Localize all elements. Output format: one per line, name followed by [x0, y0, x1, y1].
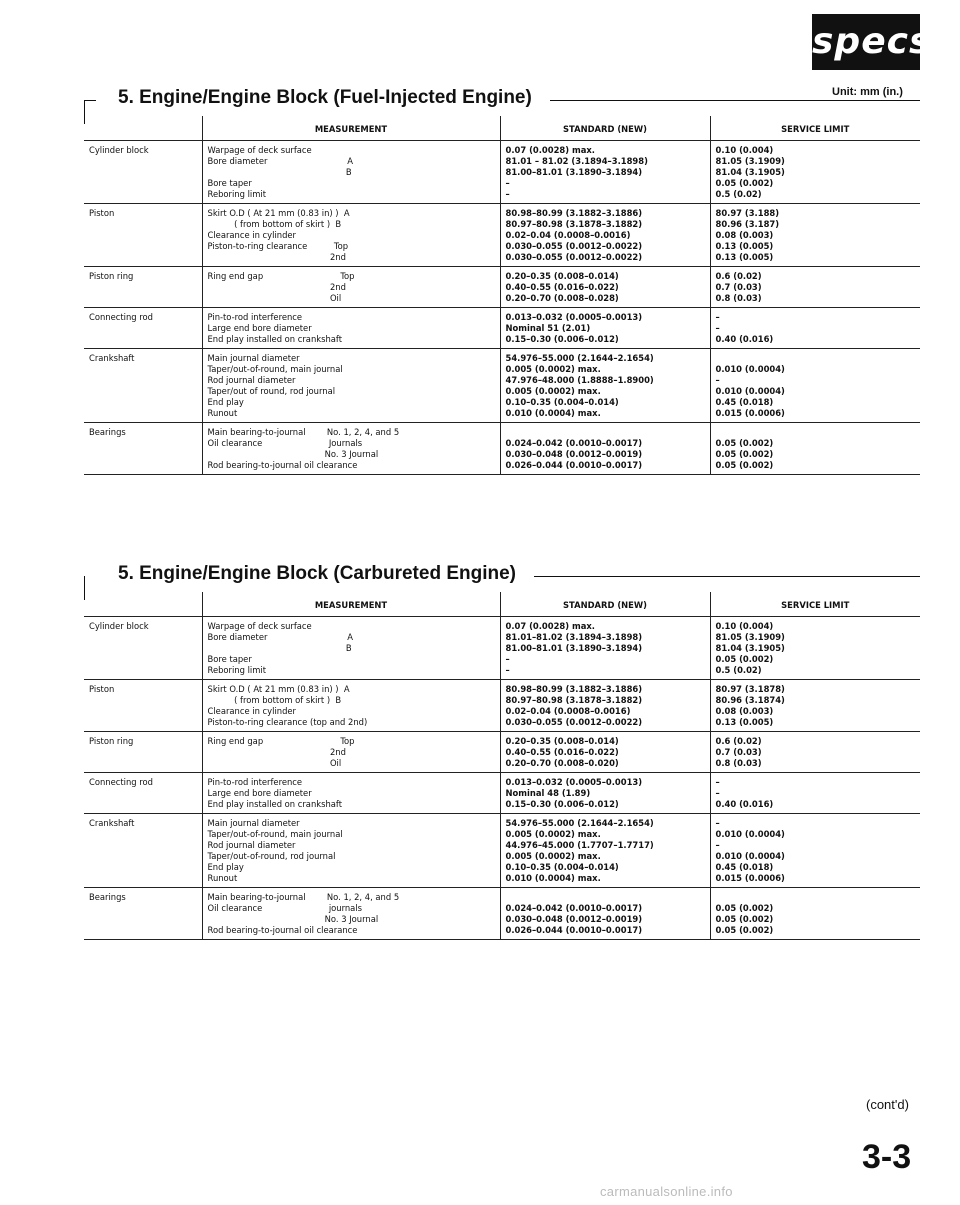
measurement-cell — [202, 888, 500, 940]
service-limit-cell — [710, 617, 920, 680]
standard-value-cell-text: 54.976–55.000 (2.1644–2.1654) 0.005 (0.0002) max. 44.976–45.000 (1.7707–1.7717) 0.005 (0.0002) max. 0.10–0.35 (0.004–0.014) 0.010 (0.0004) max. — [505, 818, 654, 883]
service-limit-cell — [710, 732, 920, 773]
header-measurement: MEASUREMENT — [202, 116, 500, 141]
service-limit-cell-text: 0.6 (0.02) 0.7 (0.03) 0.8 (0.03) — [715, 736, 762, 768]
standard-value-cell — [500, 141, 710, 204]
row-label-text: Piston — [89, 684, 115, 694]
standard-value-cell-text: 0.20–0.35 (0.008–0.014) 0.40–0.55 (0.016–0.022) 0.20–0.70 (0.008–0.020) — [505, 736, 619, 768]
standard-value-cell-text: 0.07 (0.0028) max. 81.01 – 81.02 (3.1894–3.1898) 81.00–81.01 (3.1890–3.1894) – – — [505, 145, 648, 199]
measurement-cell — [202, 204, 500, 267]
spec-table-fuel-injected — [84, 116, 920, 475]
table-row — [84, 732, 920, 773]
measurement-cell — [202, 680, 500, 732]
measurement-cell-text: Ring end gap Top 2nd Oil — [207, 736, 355, 768]
table-row — [84, 349, 920, 423]
measurement-cell-text: Warpage of deck surface Bore diameter A B Bore taper Reboring limit — [207, 145, 354, 199]
measurement-cell-text: Warpage of deck surface Bore diameter A B Bore taper Reboring limit — [207, 621, 354, 675]
header-blank — [84, 592, 202, 617]
standard-value-cell — [500, 204, 710, 267]
row-label-text: Connecting rod — [89, 777, 153, 787]
service-limit-cell — [710, 141, 920, 204]
table-row — [84, 888, 920, 940]
row-label — [84, 423, 202, 475]
service-limit-cell — [710, 814, 920, 888]
row-label — [84, 204, 202, 267]
row-label-text: Connecting rod — [89, 312, 153, 322]
table-row — [84, 814, 920, 888]
table-row — [84, 204, 920, 267]
standard-value-cell — [500, 308, 710, 349]
header-blank — [84, 116, 202, 141]
standard-value-cell-text: 0.024–0.042 (0.0010–0.0017) 0.030–0.048 (0.0012–0.0019) 0.026–0.044 (0.0010–0.0017) — [505, 438, 643, 470]
specs-badge: specs — [812, 14, 920, 70]
service-limit-cell-text: 0.05 (0.002) 0.05 (0.002) 0.05 (0.002) — [715, 438, 774, 470]
service-limit-cell — [710, 204, 920, 267]
table-row — [84, 423, 920, 475]
footer-watermark: carmanualsonline.info — [600, 1184, 733, 1199]
measurement-cell-text: Main journal diameter Taper/out-of-round, main journal Rod journal diameter Taper/out-of-round, rod journal End play Runout — [207, 818, 343, 883]
standard-value-cell — [500, 267, 710, 308]
table-row — [84, 267, 920, 308]
service-limit-cell — [710, 423, 920, 475]
row-label — [84, 773, 202, 814]
service-limit-cell-text: 0.6 (0.02) 0.7 (0.03) 0.8 (0.03) — [715, 271, 762, 303]
measurement-cell-text: Ring end gap Top 2nd Oil — [207, 271, 355, 303]
measurement-cell — [202, 732, 500, 773]
measurement-cell-text: Main bearing-to-journal No. 1, 2, 4, and 5 Oil clearance Journals No. 3 Journal Rod bearing-to-journal oil clearance — [207, 427, 400, 470]
measurement-cell — [202, 423, 500, 475]
table-row — [84, 141, 920, 204]
standard-value-cell-text: 0.07 (0.0028) max. 81.01–81.02 (3.1894–3.1898) 81.00–81.01 (3.1890–3.1894) – – — [505, 621, 643, 675]
standard-value-cell-text: 0.024–0.042 (0.0010–0.0017) 0.030–0.048 (0.0012–0.0019) 0.026–0.044 (0.0010–0.0017) — [505, 903, 643, 935]
standard-value-cell-text: 54.976–55.000 (2.1644–2.1654) 0.005 (0.0002) max. 47.976–48.000 (1.8888–1.8900) 0.005 (0.0002) max. 0.10–0.35 (0.004–0.014) 0.010 (0.0004) max. — [505, 353, 654, 418]
service-limit-cell-text: – – 0.40 (0.016) — [715, 777, 774, 809]
service-limit-cell-text: 80.97 (3.188) 80.96 (3.187) 0.08 (0.003) 0.13 (0.005) 0.13 (0.005) — [715, 208, 780, 262]
standard-value-cell-text: 80.98–80.99 (3.1882–3.1886) 80.97–80.98 (3.1878–3.1882) 0.02–0.04 (0.0008–0.0016) 0.030–0.055 (0.0012–0.0022) 0.030–0.055 (0.0012–0.0022) — [505, 208, 643, 262]
service-limit-cell — [710, 680, 920, 732]
table-row — [84, 773, 920, 814]
row-label — [84, 680, 202, 732]
row-label-text: Bearings — [89, 427, 126, 437]
row-label-text: Piston ring — [89, 271, 134, 281]
row-label-text: Cylinder block — [89, 145, 149, 155]
service-limit-cell — [710, 888, 920, 940]
row-label-text: Piston — [89, 208, 115, 218]
service-limit-cell-text: 80.97 (3.1878) 80.96 (3.1874) 0.08 (0.003) 0.13 (0.005) — [715, 684, 785, 727]
measurement-cell-text: Main journal diameter Taper/out-of-round, main journal Rod journal diameter Taper/out of round, rod journal End play Runout — [207, 353, 343, 418]
unit-label: Unit: mm (in.) — [832, 86, 903, 98]
row-label — [84, 267, 202, 308]
row-label — [84, 617, 202, 680]
row-label — [84, 888, 202, 940]
row-label — [84, 732, 202, 773]
row-label-text: Cylinder block — [89, 621, 149, 631]
header-measurement: MEASUREMENT — [202, 592, 500, 617]
page-number: 3-3 — [862, 1138, 912, 1176]
measurement-cell-text: Pin-to-rod interference Large end bore diameter End play installed on crankshaft — [207, 777, 342, 809]
measurement-cell — [202, 773, 500, 814]
row-label — [84, 308, 202, 349]
standard-value-cell — [500, 349, 710, 423]
standard-value-cell-text: 0.013–0.032 (0.0005–0.0013) Nominal 48 (1.89) 0.15–0.30 (0.006–0.012) — [505, 777, 643, 809]
service-limit-cell — [710, 773, 920, 814]
service-limit-cell-text: 0.05 (0.002) 0.05 (0.002) 0.05 (0.002) — [715, 903, 774, 935]
standard-value-cell-text: 80.98–80.99 (3.1882–3.1886) 80.97–80.98 (3.1878–3.1882) 0.02–0.04 (0.0008–0.0016) 0.030–0.055 (0.0012–0.0022) — [505, 684, 643, 727]
row-label-text: Crankshaft — [89, 353, 135, 363]
measurement-cell — [202, 814, 500, 888]
standard-value-cell — [500, 814, 710, 888]
standard-value-cell — [500, 680, 710, 732]
measurement-cell-text: Skirt O.D ( At 21 mm (0.83 in) ) A ( from bottom of skirt ) B Clearance in cylinder Piston-to-ring clearance (top and 2nd) — [207, 684, 368, 727]
standard-value-cell-text: 0.013–0.032 (0.0005–0.0013) Nominal 51 (2.01) 0.15–0.30 (0.006–0.012) — [505, 312, 643, 344]
service-limit-cell-text: 0.10 (0.004) 81.05 (3.1909) 81.04 (3.1905) 0.05 (0.002) 0.5 (0.02) — [715, 145, 785, 199]
row-label — [84, 349, 202, 423]
standard-value-cell — [500, 773, 710, 814]
section-2-title: 5. Engine/Engine Block (Carbureted Engine) — [96, 563, 534, 585]
measurement-cell — [202, 349, 500, 423]
header-service: SERVICE LIMIT — [710, 592, 920, 617]
spec-table-carbureted — [84, 592, 920, 940]
row-label-text: Crankshaft — [89, 818, 135, 828]
standard-value-cell — [500, 732, 710, 773]
service-limit-cell — [710, 267, 920, 308]
header-service: SERVICE LIMIT — [710, 116, 920, 141]
standard-value-cell — [500, 423, 710, 475]
service-limit-cell-text: 0.10 (0.004) 81.05 (3.1909) 81.04 (3.1905) 0.05 (0.002) 0.5 (0.02) — [715, 621, 785, 675]
standard-value-cell — [500, 617, 710, 680]
measurement-cell — [202, 308, 500, 349]
table-row — [84, 308, 920, 349]
table-row — [84, 680, 920, 732]
header-standard: STANDARD (NEW) — [500, 116, 710, 141]
measurement-cell — [202, 617, 500, 680]
header-standard: STANDARD (NEW) — [500, 592, 710, 617]
section-1-title: 5. Engine/Engine Block (Fuel-Injected Engine) — [96, 87, 550, 109]
service-limit-cell-text: – – 0.40 (0.016) — [715, 312, 774, 344]
row-label — [84, 814, 202, 888]
continued-label: (cont'd) — [866, 1097, 909, 1112]
service-limit-cell — [710, 308, 920, 349]
standard-value-cell — [500, 888, 710, 940]
row-label-text: Bearings — [89, 892, 126, 902]
standard-value-cell-text: 0.20–0.35 (0.008–0.014) 0.40–0.55 (0.016–0.022) 0.20–0.70 (0.008–0.028) — [505, 271, 619, 303]
table-row — [84, 617, 920, 680]
measurement-cell-text: Skirt O.D ( At 21 mm (0.83 in) ) A ( from bottom of skirt ) B Clearance in cylinder Piston-to-ring clearance Top 2nd — [207, 208, 350, 262]
measurement-cell-text: Pin-to-rod interference Large end bore diameter End play installed on crankshaft — [207, 312, 342, 344]
service-limit-cell — [710, 349, 920, 423]
service-limit-cell-text: – 0.010 (0.0004) – 0.010 (0.0004) 0.45 (0.018) 0.015 (0.0006) — [715, 818, 785, 883]
row-label — [84, 141, 202, 204]
measurement-cell-text: Main bearing-to-journal No. 1, 2, 4, and 5 Oil clearance journals No. 3 Journal Rod bearing-to-journal oil clearance — [207, 892, 400, 935]
measurement-cell — [202, 141, 500, 204]
row-label-text: Piston ring — [89, 736, 134, 746]
service-limit-cell-text: 0.010 (0.0004) – 0.010 (0.0004) 0.45 (0.018) 0.015 (0.0006) — [715, 364, 785, 418]
measurement-cell — [202, 267, 500, 308]
